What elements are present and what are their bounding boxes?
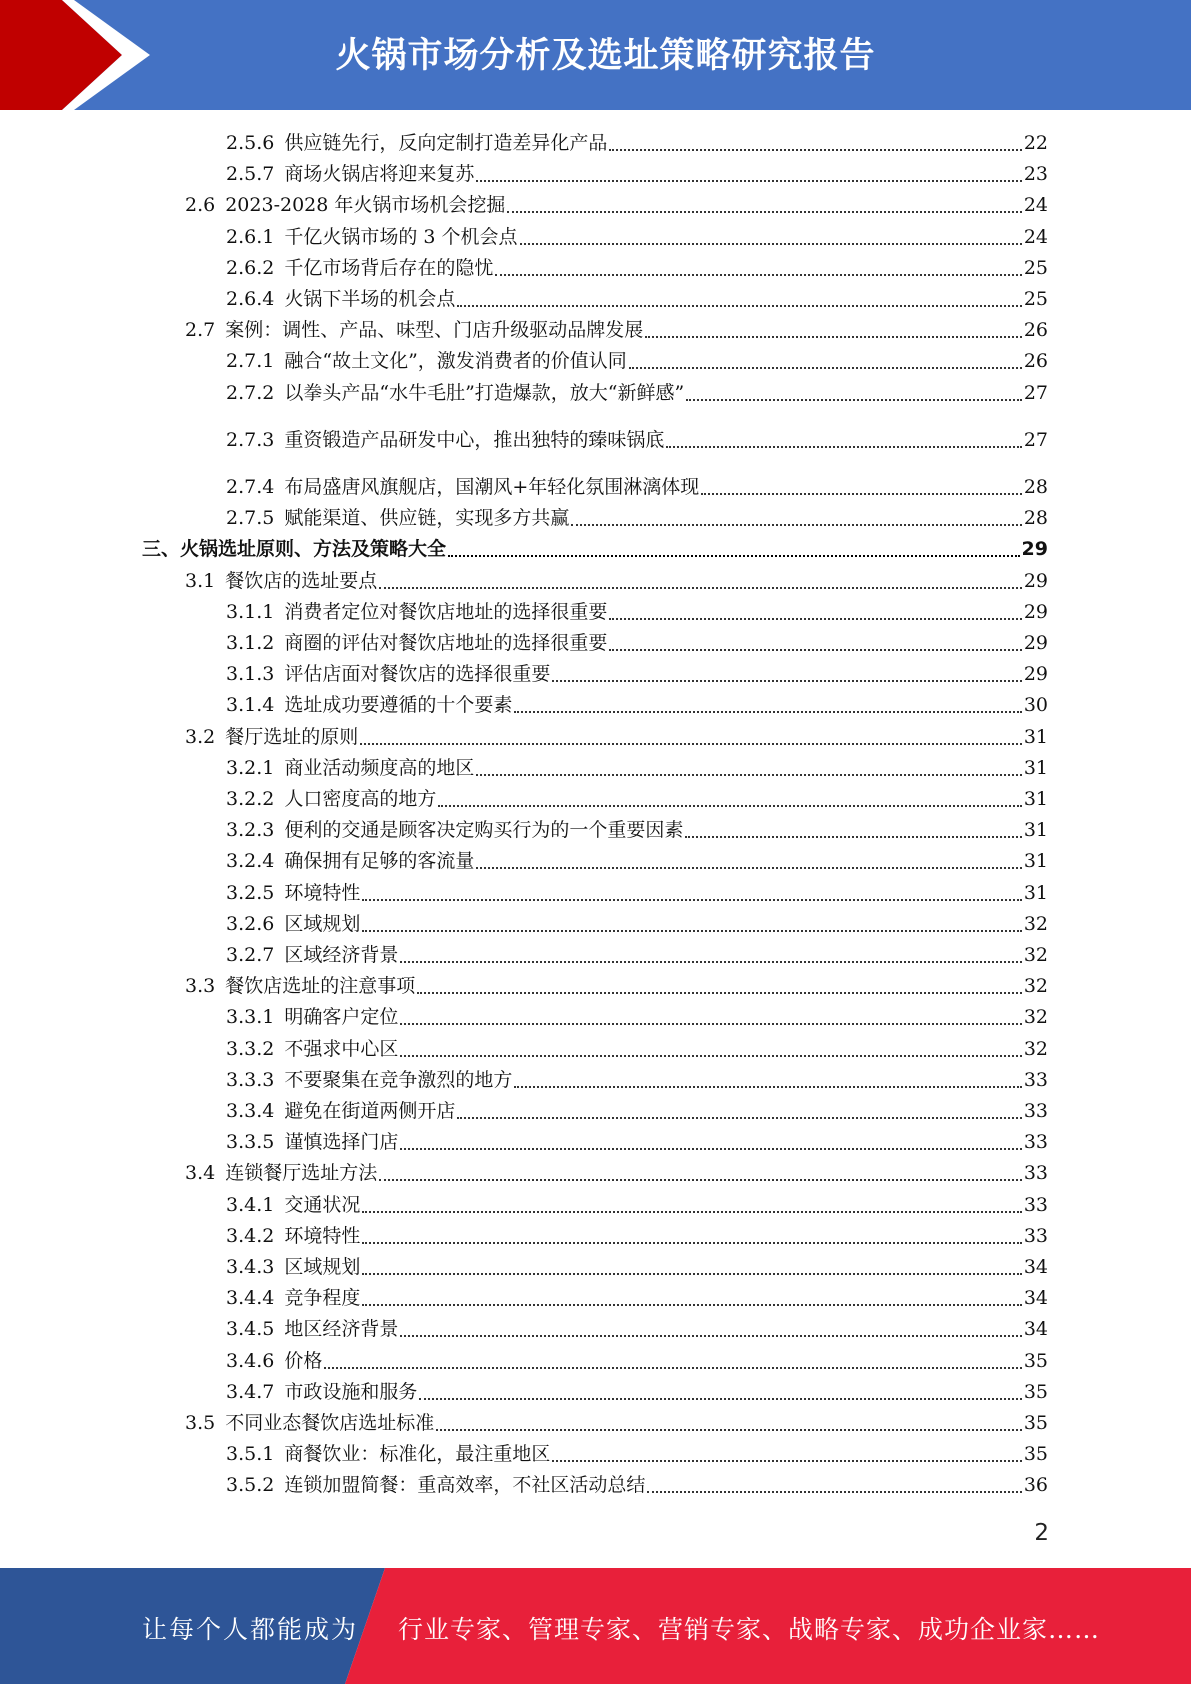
toc-entry[interactable] bbox=[226, 346, 1048, 376]
toc-entry-title: 区域规划 bbox=[284, 1256, 361, 1278]
toc-dot-leader bbox=[507, 211, 1021, 213]
toc-entry-title: 火锅下半场的机会点 bbox=[284, 288, 456, 310]
toc-entry-number: 3.3.2 bbox=[226, 1038, 275, 1060]
toc-dot-leader bbox=[400, 961, 1021, 963]
toc-entry-number: 3.2.1 bbox=[226, 757, 275, 779]
toc-entry[interactable] bbox=[226, 1346, 1048, 1376]
toc-entry-number: 2.7.5 bbox=[226, 507, 275, 529]
toc-entry-page: 31 bbox=[1023, 757, 1048, 779]
toc-dot-leader bbox=[379, 587, 1022, 589]
toc-entry-page: 29 bbox=[1021, 538, 1048, 560]
toc-dot-leader bbox=[609, 149, 1021, 151]
toc-entry-number: 2.6.2 bbox=[226, 257, 275, 279]
toc-entry-page: 35 bbox=[1023, 1381, 1048, 1403]
toc-entry-number: 3.4.3 bbox=[226, 1256, 275, 1278]
toc-entry-page: 33 bbox=[1023, 1225, 1048, 1247]
toc-entry-title: 千亿火锅市场的 3 个机会点 bbox=[284, 226, 518, 248]
toc-entry-number: 3.1.2 bbox=[226, 632, 275, 654]
toc-entry-number: 3.3.3 bbox=[226, 1069, 275, 1091]
toc-entry-page: 33 bbox=[1023, 1069, 1048, 1091]
toc-entry-title: 避免在街道两侧开店 bbox=[284, 1100, 456, 1122]
toc-entry-page: 32 bbox=[1023, 944, 1048, 966]
toc-dot-leader bbox=[666, 446, 1021, 448]
toc-entry-page: 35 bbox=[1023, 1443, 1048, 1465]
toc-dot-leader bbox=[552, 680, 1021, 682]
toc-entry-number: 3.1.1 bbox=[226, 601, 275, 623]
toc-entry-title: 商餐饮业：标准化，最注重地区 bbox=[284, 1443, 551, 1465]
toc-entry[interactable] bbox=[226, 1065, 1048, 1095]
toc-entry[interactable] bbox=[226, 940, 1048, 970]
toc-entry-title: 交通状况 bbox=[284, 1194, 361, 1216]
toc-entry-number: 3.2.7 bbox=[226, 944, 275, 966]
toc-entry[interactable] bbox=[226, 909, 1048, 939]
toc-entry-number: 3.4.2 bbox=[226, 1225, 275, 1247]
toc-entry-page: 34 bbox=[1023, 1256, 1048, 1278]
toc-entry-title: 人口密度高的地方 bbox=[284, 788, 437, 810]
toc-dot-leader bbox=[514, 711, 1021, 713]
toc-entry-number: 2.6.1 bbox=[226, 226, 275, 248]
toc-entry[interactable] bbox=[185, 190, 1048, 220]
toc-entry-title: 三、火锅选址原则、方法及策略大全 bbox=[142, 538, 447, 560]
toc-entry-title: 价格 bbox=[284, 1350, 323, 1372]
toc-entry[interactable] bbox=[226, 253, 1048, 283]
toc-entry-title: 千亿市场背后存在的隐忧 bbox=[284, 257, 494, 279]
toc-entry-number: 3.2 bbox=[185, 726, 216, 748]
toc-entry[interactable] bbox=[226, 222, 1048, 252]
toc-dot-leader bbox=[609, 618, 1021, 620]
toc-entry-number: 3.1.4 bbox=[226, 694, 275, 716]
toc-entry[interactable] bbox=[226, 784, 1048, 814]
toc-entry-title: 案例：调性、产品、味型、门店升级驱动品牌发展 bbox=[225, 319, 644, 341]
toc-entry-title: 不要聚集在竞争激烈的地方 bbox=[284, 1069, 513, 1091]
toc-entry-title: 赋能渠道、供应链，实现多方共赢 bbox=[284, 507, 570, 529]
toc-entry-page: 29 bbox=[1023, 601, 1048, 623]
toc-dot-leader bbox=[400, 1148, 1021, 1150]
toc-entry-title: 餐厅选址的原则 bbox=[225, 726, 359, 748]
toc-entry[interactable] bbox=[226, 690, 1048, 720]
toc-entry[interactable] bbox=[226, 1127, 1048, 1157]
toc-entry-number: 2.5.7 bbox=[226, 163, 275, 185]
toc-entry-number: 2.7.3 bbox=[226, 429, 275, 451]
toc-entry[interactable] bbox=[185, 971, 1048, 1001]
toc-entry-page: 34 bbox=[1023, 1287, 1048, 1309]
toc-entry-page: 33 bbox=[1023, 1162, 1048, 1184]
toc-entry-title: 商业活动频度高的地区 bbox=[284, 757, 475, 779]
toc-entry-page: 27 bbox=[1023, 382, 1048, 404]
toc-entry-title: 选址成功要遵循的十个要素 bbox=[284, 694, 513, 716]
toc-entry[interactable] bbox=[226, 1096, 1048, 1126]
toc-entry-number: 3.2.6 bbox=[226, 913, 275, 935]
toc-entry-number: 2.5.6 bbox=[226, 132, 275, 154]
toc-entry-page: 33 bbox=[1023, 1194, 1048, 1216]
toc-dot-leader bbox=[362, 1211, 1021, 1213]
toc-dot-leader bbox=[362, 899, 1021, 901]
toc-entry-page: 29 bbox=[1023, 632, 1048, 654]
toc-entry-number: 2.6.4 bbox=[226, 288, 275, 310]
toc-dot-leader bbox=[362, 1304, 1021, 1306]
toc-dot-leader bbox=[571, 524, 1021, 526]
toc-entry-number: 2.6 bbox=[185, 194, 216, 216]
toc-entry-title: 谨慎选择门店 bbox=[284, 1131, 399, 1153]
toc-entry-page: 23 bbox=[1023, 163, 1048, 185]
toc-entry[interactable] bbox=[185, 566, 1048, 596]
toc-dot-leader bbox=[514, 1086, 1021, 1088]
toc-entry-number: 3.2.5 bbox=[226, 882, 275, 904]
toc-entry[interactable] bbox=[226, 846, 1048, 876]
toc-dot-leader bbox=[400, 1335, 1021, 1337]
toc-dot-leader bbox=[686, 399, 1022, 401]
toc-entry-number: 3.3.4 bbox=[226, 1100, 275, 1122]
toc-dot-leader bbox=[417, 992, 1022, 994]
toc-entry-page: 27 bbox=[1023, 429, 1048, 451]
toc-entry[interactable] bbox=[226, 378, 1048, 408]
toc-entry-page: 32 bbox=[1023, 1038, 1048, 1060]
toc-entry[interactable] bbox=[226, 1439, 1048, 1469]
toc-dot-leader bbox=[476, 867, 1021, 869]
toc-entry-page: 33 bbox=[1023, 1131, 1048, 1153]
toc-entry-page: 26 bbox=[1023, 350, 1048, 372]
toc-dot-leader bbox=[457, 1117, 1021, 1119]
page-number: 2 bbox=[1034, 1520, 1049, 1546]
toc-dot-leader bbox=[685, 836, 1021, 838]
toc-dot-leader bbox=[436, 1429, 1022, 1431]
toc-entry-number: 3.1 bbox=[185, 570, 216, 592]
toc-entry-number: 3.3.5 bbox=[226, 1131, 275, 1153]
toc-entry[interactable] bbox=[226, 1314, 1048, 1344]
toc-entry[interactable] bbox=[226, 128, 1048, 158]
toc-entry[interactable] bbox=[226, 472, 1048, 502]
toc-dot-leader bbox=[476, 180, 1021, 182]
toc-entry-title: 环境特性 bbox=[284, 882, 361, 904]
toc-entry-page: 32 bbox=[1023, 975, 1048, 997]
toc-entry-title: 不同业态餐饮店选址标准 bbox=[225, 1412, 435, 1434]
toc-dot-leader bbox=[457, 305, 1021, 307]
toc-dot-leader bbox=[400, 1023, 1021, 1025]
toc-entry[interactable] bbox=[226, 815, 1048, 845]
toc-entry[interactable] bbox=[226, 659, 1048, 689]
toc-entry-title: 便利的交通是顾客决定购买行为的一个重要因素 bbox=[284, 819, 684, 841]
toc-entry-page: 32 bbox=[1023, 913, 1048, 935]
toc-entry[interactable] bbox=[185, 1408, 1048, 1438]
toc-entry-title: 不强求中心区 bbox=[284, 1038, 399, 1060]
toc-entry-title: 明确客户定位 bbox=[284, 1006, 399, 1028]
toc-entry[interactable] bbox=[226, 597, 1048, 627]
toc-entry-title: 连锁餐厅选址方法 bbox=[225, 1162, 378, 1184]
toc-entry-title: 竞争程度 bbox=[284, 1287, 361, 1309]
toc-entry[interactable] bbox=[226, 159, 1048, 189]
toc-entry[interactable] bbox=[226, 1470, 1048, 1500]
toc-entry-title: 餐饮店的选址要点 bbox=[225, 570, 378, 592]
toc-entry-number: 3.4.7 bbox=[226, 1381, 275, 1403]
document-title: 火锅市场分析及选址策略研究报告 bbox=[335, 36, 876, 76]
toc-entry-page: 31 bbox=[1023, 726, 1048, 748]
toc-entry-number: 2.7.2 bbox=[226, 382, 275, 404]
toc-dot-leader bbox=[362, 930, 1021, 932]
toc-entry-number: 3.3.1 bbox=[226, 1006, 275, 1028]
toc-dot-leader bbox=[647, 1491, 1021, 1493]
page-footer bbox=[0, 1568, 1191, 1684]
toc-dot-leader bbox=[645, 336, 1022, 338]
toc-entry-page: 31 bbox=[1023, 882, 1048, 904]
toc-dot-leader bbox=[360, 743, 1022, 745]
toc-dot-leader bbox=[701, 493, 1022, 495]
toc-entry-title: 2023-2028 年火锅市场机会挖掘 bbox=[225, 194, 506, 216]
toc-entry-number: 2.7 bbox=[185, 319, 216, 341]
toc-entry-title: 布局盛唐风旗舰店，国潮风+年轻化氛围淋漓体现 bbox=[284, 476, 700, 498]
toc-entry-page: 31 bbox=[1023, 819, 1048, 841]
toc-entry-number: 3.2.4 bbox=[226, 850, 275, 872]
toc-entry-page: 31 bbox=[1023, 850, 1048, 872]
toc-entry-number: 2.7.4 bbox=[226, 476, 275, 498]
toc-dot-leader bbox=[520, 243, 1022, 245]
toc-entry-title: 以拳头产品“水牛毛肚”打造爆款，放大“新鲜感” bbox=[284, 382, 685, 404]
toc-entry-number: 3.3 bbox=[185, 975, 216, 997]
toc-entry[interactable] bbox=[226, 1034, 1048, 1064]
toc-entry-page: 32 bbox=[1023, 1006, 1048, 1028]
toc-entry-page: 26 bbox=[1023, 319, 1048, 341]
toc-entry-title: 融合“故土文化”，激发消费者的价值认同 bbox=[284, 350, 627, 372]
toc-entry-number: 3.2.2 bbox=[226, 788, 275, 810]
toc-dot-leader bbox=[324, 1367, 1021, 1369]
toc-entry[interactable] bbox=[142, 534, 1048, 564]
footer-slogan-right: 行业专家、管理专家、营销专家、战略专家、成功企业家…… bbox=[398, 1615, 1101, 1644]
toc-entry-number: 3.5.1 bbox=[226, 1443, 275, 1465]
toc-entry-number: 3.2.3 bbox=[226, 819, 275, 841]
footer-slogan-left: 让每个人都能成为 bbox=[142, 1615, 359, 1644]
toc-entry-page: 30 bbox=[1023, 694, 1048, 716]
toc-entry-page: 29 bbox=[1023, 570, 1048, 592]
toc-entry-number: 3.4.4 bbox=[226, 1287, 275, 1309]
toc-dot-leader bbox=[379, 1179, 1022, 1181]
toc-entry-title: 区域规划 bbox=[284, 913, 361, 935]
toc-entry-number: 3.5 bbox=[185, 1412, 216, 1434]
toc-dot-leader bbox=[438, 805, 1021, 807]
toc-dot-leader bbox=[362, 1242, 1021, 1244]
toc-entry-page: 36 bbox=[1023, 1474, 1048, 1496]
toc-entry-page: 31 bbox=[1023, 788, 1048, 810]
toc-entry-title: 确保拥有足够的客流量 bbox=[284, 850, 475, 872]
toc-entry-page: 34 bbox=[1023, 1318, 1048, 1340]
toc-entry-number: 3.4.1 bbox=[226, 1194, 275, 1216]
toc-dot-leader bbox=[400, 1055, 1021, 1057]
toc-entry-title: 连锁加盟简餐：重高效率，不社区活动总结 bbox=[284, 1474, 646, 1496]
toc-entry[interactable] bbox=[226, 1002, 1048, 1032]
toc-entry[interactable] bbox=[185, 315, 1048, 345]
toc-entry[interactable] bbox=[185, 722, 1048, 752]
toc-entry-page: 35 bbox=[1023, 1412, 1048, 1434]
toc-entry-title: 环境特性 bbox=[284, 1225, 361, 1247]
toc-entry-page: 28 bbox=[1023, 507, 1048, 529]
toc-entry[interactable] bbox=[226, 628, 1048, 658]
toc-entry-title: 评估店面对餐饮店的选择很重要 bbox=[284, 663, 551, 685]
toc-entry-title: 商圈的评估对餐饮店地址的选择很重要 bbox=[284, 632, 608, 654]
toc-entry-title: 供应链先行，反向定制打造差异化产品 bbox=[284, 132, 608, 154]
toc-entry-title: 区域经济背景 bbox=[284, 944, 399, 966]
toc-entry-page: 29 bbox=[1023, 663, 1048, 685]
toc-entry[interactable] bbox=[226, 1283, 1048, 1313]
toc-entry-number: 3.5.2 bbox=[226, 1474, 275, 1496]
toc-entry[interactable] bbox=[226, 1221, 1048, 1251]
toc-entry-number: 2.7.1 bbox=[226, 350, 275, 372]
toc-entry-number: 3.4 bbox=[185, 1162, 216, 1184]
toc-entry[interactable] bbox=[226, 1377, 1048, 1407]
toc-entry-page: 24 bbox=[1023, 194, 1048, 216]
toc-entry-number: 3.4.6 bbox=[226, 1350, 275, 1372]
toc-dot-leader bbox=[362, 1273, 1021, 1275]
toc-entry-page: 28 bbox=[1023, 476, 1048, 498]
toc-dot-leader bbox=[419, 1398, 1021, 1400]
toc-entry-title: 消费者定位对餐饮店地址的选择很重要 bbox=[284, 601, 608, 623]
toc-entry[interactable] bbox=[185, 1158, 1048, 1188]
toc-entry-title: 市政设施和服务 bbox=[284, 1381, 418, 1403]
toc-entry[interactable] bbox=[226, 503, 1048, 533]
toc-entry[interactable] bbox=[226, 1252, 1048, 1282]
toc-entry-title: 商场火锅店将迎来复苏 bbox=[284, 163, 475, 185]
toc-entry-title: 重资锻造产品研发中心，推出独特的臻味锅底 bbox=[284, 429, 665, 451]
toc-entry-page: 22 bbox=[1023, 132, 1048, 154]
toc-entry[interactable] bbox=[226, 284, 1048, 314]
toc-entry-page: 25 bbox=[1023, 288, 1048, 310]
toc-entry[interactable] bbox=[226, 878, 1048, 908]
toc-dot-leader bbox=[609, 649, 1021, 651]
toc-dot-leader bbox=[495, 274, 1021, 276]
toc-entry[interactable] bbox=[226, 1190, 1048, 1220]
toc-dot-leader bbox=[448, 555, 1020, 557]
toc-entry-title: 地区经济背景 bbox=[284, 1318, 399, 1340]
toc-entry-number: 3.4.5 bbox=[226, 1318, 275, 1340]
toc-entry-page: 24 bbox=[1023, 226, 1048, 248]
toc-entry[interactable] bbox=[226, 753, 1048, 783]
toc-entry[interactable] bbox=[226, 425, 1048, 455]
toc-dot-leader bbox=[629, 367, 1022, 369]
toc-dot-leader bbox=[476, 774, 1021, 776]
toc-entry-page: 33 bbox=[1023, 1100, 1048, 1122]
toc-entry-page: 25 bbox=[1023, 257, 1048, 279]
toc-dot-leader bbox=[552, 1460, 1021, 1462]
toc-entry-title: 餐饮店选址的注意事项 bbox=[225, 975, 416, 997]
toc-entry-number: 3.1.3 bbox=[226, 663, 275, 685]
toc-entry-page: 35 bbox=[1023, 1350, 1048, 1372]
page-header bbox=[0, 0, 1191, 110]
